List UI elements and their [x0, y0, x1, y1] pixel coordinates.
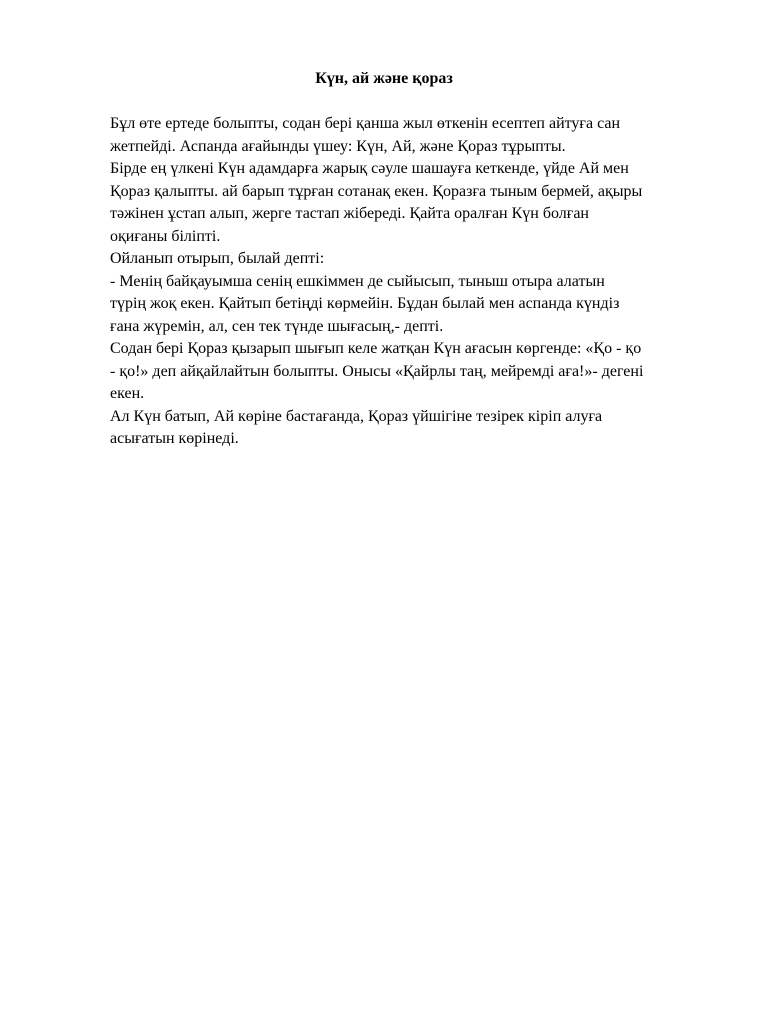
- text-line: Содан бері Қораз қызарып шығып келе жатқан Күн ағасын көргенде: «Қо - қо: [110, 340, 642, 357]
- document-title: Күн, ай және қораз: [315, 70, 453, 87]
- text-line: - қо!» деп айқайлайтын болыпты. Онысы «Қайрлы таң, мейремді аға!»- дегені: [110, 362, 644, 380]
- text-line: - Менің байқауымша сенің ешкіммен де сыйысып, тыныш отыра алатын: [110, 272, 605, 290]
- text-line: асығатын көрінеді.: [110, 430, 239, 447]
- text-line: тәжінен ұстап алып, жерге тастап жібереді. Қайта оралған Күн болған: [110, 205, 589, 222]
- text-line: Бірде ең үлкені Күн адамдарға жарық сәуле шашауға кеткенде, үйде Ай мен: [110, 160, 629, 177]
- text-line: Ойланып отырып, былай депті:: [110, 250, 325, 267]
- text-line: жетпейді. Аспанда ағайынды үшеу: Күн, Ай, және Қораз тұрыпты.: [110, 137, 566, 155]
- text-line: түрің жоқ екен. Қайтып бетіңді көрмейін. Бұдан былай мен аспанда күндіз: [110, 295, 620, 312]
- document-body: [110, 113, 700, 451]
- text-line: Бұл өте ертеде болыпты, содан бері қанша жыл өткенін есептеп айтуға сан: [110, 115, 621, 132]
- text-line: ғана жүремін, ал, сен тек түнде шығасың,- депті.: [110, 317, 444, 335]
- text-line: Ал Күн батып, Ай көріне бастағанда, Қораз үйшігіне тезірек кіріп алуға: [110, 407, 603, 425]
- text-line: екен.: [110, 385, 145, 402]
- text-line: Қораз қалыпты. ай барып тұрған сотанақ екен. Қоразға тыным бермей, ақыры: [110, 182, 643, 200]
- text-line: оқиғаны біліпті.: [110, 227, 221, 245]
